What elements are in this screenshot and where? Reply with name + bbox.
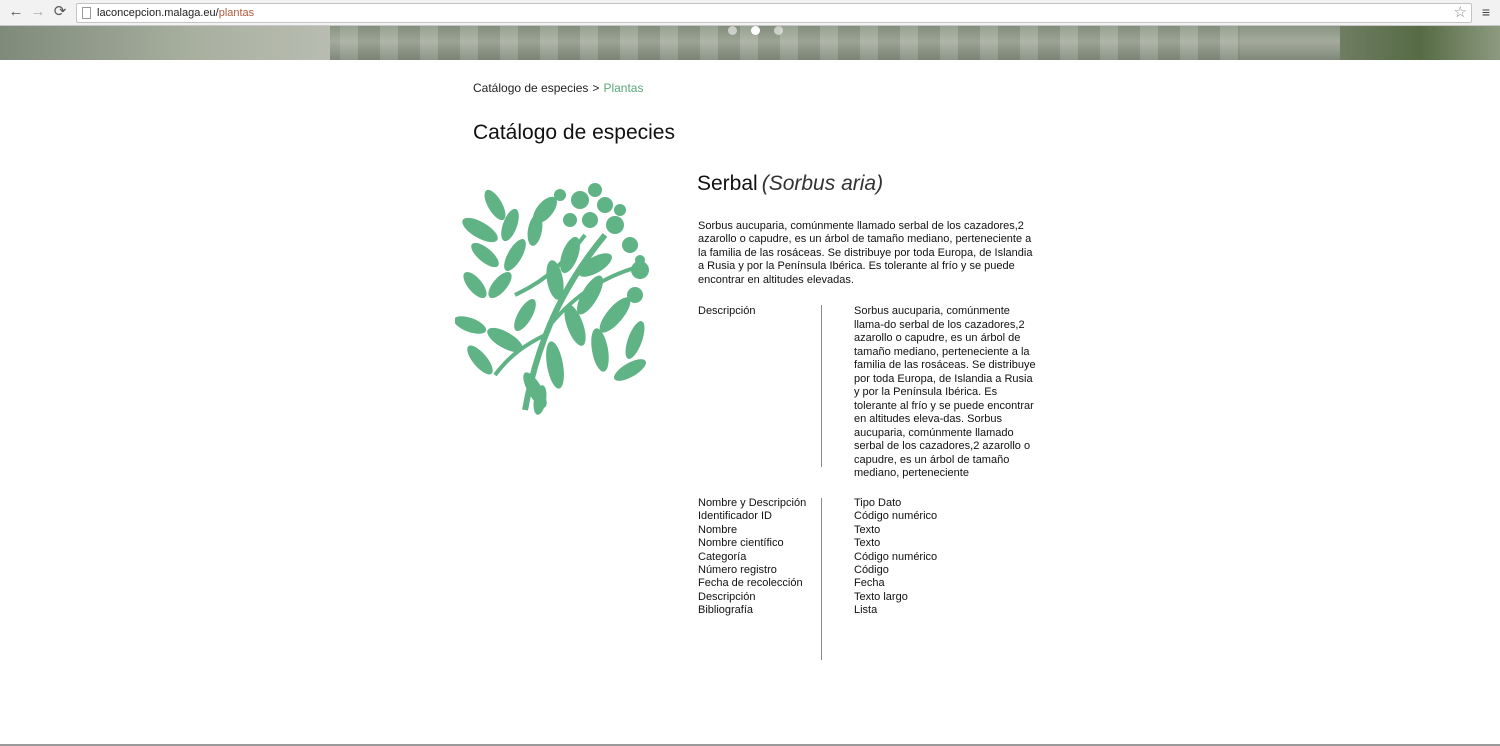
bookmark-star-icon[interactable]: ☆	[1453, 4, 1467, 21]
hero-image-left	[0, 26, 330, 60]
slider-dot-2-active[interactable]	[751, 26, 760, 35]
description-label: Descripción	[698, 305, 756, 317]
list-item: Identificador ID	[698, 510, 772, 523]
field-names-list	[698, 497, 806, 618]
species-intro: Sorbus aucuparia, comúnmente llamado serbal de los cazadores,2 azarollo o capudre, es un árbol de tamaño mediano, perteneciente a la familia de las rosáceas. Se distribuye por toda Europa, de Islandia a Rusia y por la Península Ibérica. Es tolerante al frío y se puede encontrar en altitudes elevadas.	[698, 220, 1033, 286]
divider-fields	[821, 498, 822, 660]
slider-dot-3[interactable]	[774, 26, 783, 35]
url-text[interactable]	[97, 6, 254, 20]
url-host: laconcepcion.malaga.eu/	[97, 7, 219, 19]
species-common-name: Serbal	[697, 172, 758, 195]
list-item: Nombre	[698, 523, 738, 536]
species-scientific-name: (Sorbus aria)	[761, 172, 884, 195]
list-item: Fecha	[854, 577, 885, 590]
list-item: Nombre y Descripción	[698, 497, 807, 509]
list-item: Texto largo	[854, 590, 908, 603]
list-item: Código	[854, 564, 889, 577]
menu-icon[interactable]: ≡	[1481, 4, 1491, 20]
page-icon	[82, 7, 91, 19]
list-item: Bibliografía	[698, 604, 754, 617]
forward-arrow-icon[interactable]: →	[30, 3, 46, 20]
list-item: Lista	[854, 604, 878, 617]
hero-image-right	[1340, 26, 1500, 60]
list-item: Fecha de recolección	[698, 577, 803, 590]
breadcrumb-separator: >	[592, 81, 600, 95]
field-types-list	[854, 497, 937, 618]
slider-dot-1[interactable]	[728, 26, 737, 35]
hero-image-center	[340, 26, 1240, 60]
plant-illustration-icon	[455, 175, 655, 415]
list-item: Código numérico	[854, 510, 938, 523]
list-item: Número registro	[698, 564, 777, 577]
browser-toolbar	[0, 0, 1500, 26]
list-item: Texto	[854, 537, 881, 550]
page-title: Catálogo de especies	[473, 121, 675, 144]
list-item: Descripción	[698, 590, 756, 603]
reload-icon[interactable]: ⟳	[53, 3, 67, 20]
breadcrumb	[473, 81, 643, 95]
description-text: Sorbus aucuparia, comúnmente llama-do serbal de los cazadores,2 azarollo o capudre, es un árbol de tamaño mediano, perteneciente a la familia de las rosáceas. Se distribuye por toda Europa, de Islandia a Rusia y por la Península Ibérica. Es tolerante al frío y se puede encontrar en altitudes eleva-das. Sorbus aucuparia, comúnmente llamado serbal de los cazadores,2 azarollo o capudre, es un árbol de tamaño mediano, perteneciente	[854, 305, 1036, 479]
list-item: Categoría	[698, 550, 747, 563]
hero-banner	[0, 26, 1500, 60]
species-name	[697, 172, 883, 196]
address-bar[interactable]	[76, 3, 1472, 23]
breadcrumb-current[interactable]: Plantas	[603, 81, 644, 95]
list-item: Nombre científico	[698, 537, 784, 550]
back-arrow-icon[interactable]: ←	[8, 3, 24, 20]
breadcrumb-root[interactable]: Catálogo de especies	[473, 81, 589, 95]
list-item: Tipo Dato	[854, 497, 902, 509]
list-item: Código numérico	[854, 550, 938, 563]
url-path: plantas	[218, 7, 255, 19]
list-item: Texto	[854, 523, 881, 536]
divider-description	[821, 305, 822, 467]
